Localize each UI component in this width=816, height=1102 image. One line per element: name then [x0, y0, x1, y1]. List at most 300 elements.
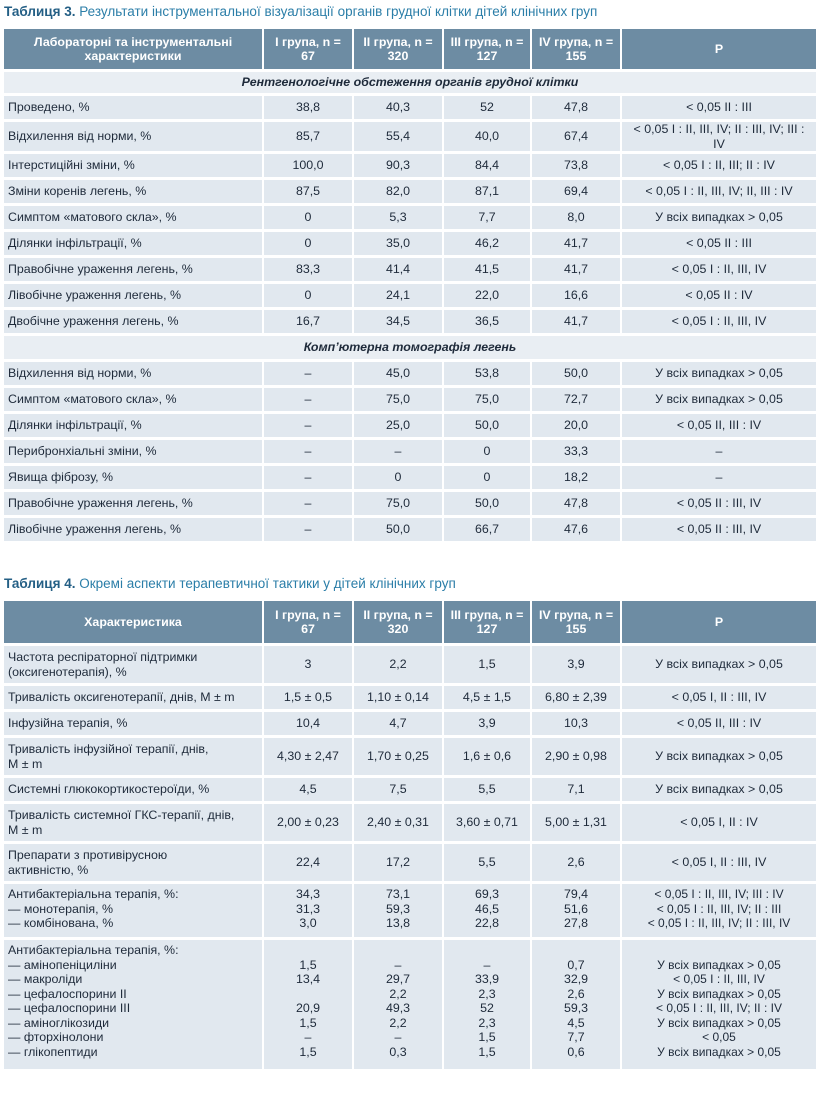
table4-cell-value	[444, 801, 532, 841]
table4-row	[4, 801, 816, 841]
table4-header-cell: IV група, n = 155	[532, 601, 622, 643]
table3-cell-value: 53,8	[444, 359, 532, 385]
table3-row	[4, 463, 816, 489]
table4-cell-value	[532, 735, 622, 775]
table3-cell-value: 47,8	[532, 93, 622, 119]
table4-row	[4, 709, 816, 735]
table4-cell-line: У всіх випадках > 0,05	[655, 657, 783, 672]
table3-cell-value: 87,1	[444, 177, 532, 203]
table3-p-value: У всіх випадках > 0,05	[622, 359, 816, 385]
table4-cell-line	[268, 987, 348, 1002]
table4-cell-line: < 0,05 I : II, III, IV; II : III, IV	[647, 916, 791, 930]
table4-cell-value	[264, 775, 354, 801]
table4-cell-line: Препарати з противірусною	[8, 848, 168, 862]
table3-cell-value: 0	[444, 437, 532, 463]
table4-cell-value	[532, 801, 622, 841]
table3-cell-value: 20,0	[532, 411, 622, 437]
table4-row	[4, 841, 816, 881]
table4-cell-line: 7,5	[389, 782, 407, 797]
table4-cell-value	[264, 881, 354, 937]
table4-cell-line: Антибактеріальна терапія, %:	[8, 943, 179, 957]
table3-row-label: Правобічне ураження легень, %	[4, 255, 264, 281]
table4-cell-line: Системні глюкокортикостероїди, %	[8, 782, 210, 797]
table3-caption-text: Результати інструментальної візуалізації органів грудної клітки дітей клінічних груп	[79, 4, 598, 19]
table4-cell-line: У всіх випадках > 0,05	[657, 1015, 781, 1030]
table4-cell-line: 13,4	[295, 972, 321, 986]
table3-cell-value: 0	[264, 281, 354, 307]
table3-header-cell: II група, n = 320	[354, 29, 444, 69]
table4-cell-line: Частота респіраторної підтримки	[8, 650, 198, 664]
table4	[4, 601, 816, 1069]
table4-cell-value	[354, 841, 444, 881]
table4-cell-line: активністю, %	[8, 862, 89, 877]
table4-cell-line: < 0,05 I, II : III, IV	[671, 855, 767, 870]
table3-p-value: < 0,05 I : II, III, IV; II, III : IV	[622, 177, 816, 203]
table3-row-label: Відхилення від норми, %	[4, 119, 264, 151]
table4-cell-line: 29,7	[385, 972, 411, 986]
table3-row	[4, 255, 816, 281]
table3-row	[4, 177, 816, 203]
table3-row-label: Інтерстиційні зміни, %	[4, 151, 264, 177]
table3-cell-value: 75,0	[444, 385, 532, 411]
table4-cell-line: M ± m	[8, 756, 43, 771]
table4-cell-line: 1,5	[299, 1015, 317, 1030]
table3-cell-value: 0	[264, 229, 354, 255]
table4-cell-line: 7,1	[567, 782, 585, 797]
table4-cell-line: 6,80 ± 2,39	[545, 690, 607, 705]
table4-row-label	[4, 735, 264, 775]
table4-cell-line: 46,5	[474, 901, 500, 916]
table3-cell-value: 69,4	[532, 177, 622, 203]
table4-p-value	[622, 775, 816, 801]
table3-p-value: < 0,05 II : III	[622, 229, 816, 255]
table3-p-value: < 0,05 II : IV	[622, 281, 816, 307]
table4-cell-line: У всіх випадках > 0,05	[657, 957, 781, 972]
table3-cell-value: –	[264, 515, 354, 541]
table4-row-label	[4, 775, 264, 801]
table3-row	[4, 385, 816, 411]
table4-caption	[4, 576, 456, 591]
table3-p-value: < 0,05 II : III, IV	[622, 489, 816, 515]
table4-cell-line: У всіх випадках > 0,05	[655, 782, 783, 797]
table3-cell-value: 16,6	[532, 281, 622, 307]
table4-cell-line: 1,70 ± 0,25	[367, 749, 429, 764]
table3-row	[4, 489, 816, 515]
table3-row	[4, 411, 816, 437]
table3-cell-value: 84,4	[444, 151, 532, 177]
table4-cell-line: Тривалість оксигенотерапії, днів, M ± m	[8, 690, 235, 705]
table3-cell-value: 100,0	[264, 151, 354, 177]
table3-section-row	[4, 69, 816, 93]
table4-row-label	[4, 881, 264, 937]
table3-p-value: У всіх випадках > 0,05	[622, 203, 816, 229]
table4-cell-value	[532, 881, 622, 937]
table4-row	[4, 643, 816, 683]
table3-row-label: Правобічне ураження легень, %	[4, 489, 264, 515]
table4-p-value	[622, 937, 816, 1069]
table3-header-cell: IV група, n = 155	[532, 29, 622, 69]
table4-cell-line: 5,5	[478, 782, 496, 797]
table4-cell-line: 5,5	[478, 855, 496, 870]
table4-cell-line: 1,5	[299, 1044, 317, 1059]
table4-cell-line: –	[394, 957, 402, 972]
table4-header-cell: I група, n = 67	[264, 601, 354, 643]
table4-cell-line: (оксигенотерапія), %	[8, 664, 127, 679]
table3-cell-value: 18,2	[532, 463, 622, 489]
table3-row	[4, 359, 816, 385]
table4-cell-line: 10,3	[563, 716, 589, 731]
table4-cell-line: 1,5	[478, 657, 496, 672]
table4-cell-line: 27,8	[563, 916, 589, 930]
table4-cell-line: — фторхінолони	[8, 1030, 104, 1044]
table4-cell-value	[354, 775, 444, 801]
table4-cell-line	[536, 943, 616, 958]
table3-cell-value: 22,0	[444, 281, 532, 307]
table3-cell-value: 40,3	[354, 93, 444, 119]
table4-cell-line: — амінопеніциліни	[8, 957, 117, 972]
table4-cell-line: 1,5 ± 0,5	[283, 690, 333, 705]
table4-cell-line: < 0,05 I : II, III, IV; II : IV	[656, 1001, 782, 1015]
table4-cell-line: M ± m	[8, 822, 43, 837]
table4-cell-line: У всіх випадках > 0,05	[657, 986, 781, 1001]
table4-cell-line: 33,9	[474, 972, 500, 986]
table4-cell-line: 1,5	[299, 957, 317, 972]
table4-cell-line: 3,0	[299, 916, 317, 930]
table4-cell-line: — цефалоспорини III	[8, 1001, 131, 1015]
table4-cell-line: — комбінована, %	[8, 916, 114, 930]
table4-cell-line: У всіх випадках > 0,05	[655, 749, 783, 764]
table4-cell-value	[444, 937, 532, 1069]
table3-p-value: < 0,05 I : II, III, IV; II : III, IV; III : IV	[622, 119, 816, 151]
table4-cell-line: 7,7	[567, 1030, 585, 1044]
table4-cell-line: 2,2	[389, 986, 407, 1001]
table4-cell-line: 2,2	[389, 1015, 407, 1030]
table4-p-value	[622, 801, 816, 841]
table4-header-row	[4, 601, 816, 643]
table4-cell-line: 59,3	[563, 1001, 589, 1015]
table4-row-label	[4, 841, 264, 881]
table4-cell-value	[532, 683, 622, 709]
table4-header-cell: III група, n = 127	[444, 601, 532, 643]
table4-cell-line: 2,6	[567, 986, 585, 1001]
table3-cell-value: 75,0	[354, 385, 444, 411]
table4-cell-line: 4,30 ± 2,47	[277, 749, 339, 764]
table4-cell-line: — монотерапія, %	[8, 901, 113, 916]
table3-row-label: Ділянки інфільтрації, %	[4, 411, 264, 437]
table4-cell-line: 2,90 ± 0,98	[545, 749, 607, 764]
table3-cell-value: 47,8	[532, 489, 622, 515]
table4-row-label	[4, 683, 264, 709]
table3-p-value: < 0,05 II : III, IV	[622, 515, 816, 541]
table4-header-cell: P	[622, 601, 816, 643]
table3-row	[4, 281, 816, 307]
table3-cell-value: 50,0	[532, 359, 622, 385]
table4-cell-line: 10,4	[295, 716, 321, 731]
table3-p-value: < 0,05 I : II, III, IV	[622, 307, 816, 333]
table4-cell-line: –	[483, 957, 491, 972]
table3-cell-value: 41,7	[532, 229, 622, 255]
table4-cell-line	[626, 943, 812, 958]
table4-cell-line: 2,3	[478, 1015, 496, 1030]
table4-cell-line: 2,2	[389, 657, 407, 672]
table3-row-label: Лівобічне ураження легень, %	[4, 281, 264, 307]
table3-cell-value: 82,0	[354, 177, 444, 203]
table3-cell-value: 41,5	[444, 255, 532, 281]
table4-caption-number: Таблиця 4.	[4, 576, 76, 591]
table4-cell-line: 20,9	[295, 1001, 321, 1015]
table3-cell-value: 7,7	[444, 203, 532, 229]
table4-cell-line: 4,5	[299, 782, 317, 797]
table3-header-row	[4, 29, 816, 69]
table4-cell-value	[444, 709, 532, 735]
table3-cell-value: 0	[354, 463, 444, 489]
table4-cell-line	[358, 943, 438, 958]
table3-cell-value: 0	[264, 203, 354, 229]
table4-cell-value	[444, 683, 532, 709]
table3-cell-value: 87,5	[264, 177, 354, 203]
table4-cell-value	[532, 709, 622, 735]
table4-cell-line: У всіх випадках > 0,05	[657, 1044, 781, 1059]
table4-cell-line	[268, 943, 348, 958]
table4-cell-value	[444, 881, 532, 937]
table4-cell-line: 59,3	[385, 901, 411, 916]
table4-cell-value	[264, 801, 354, 841]
table3-row	[4, 93, 816, 119]
table4-header-cell: II група, n = 320	[354, 601, 444, 643]
table4-cell-line: 1,5	[478, 1044, 496, 1059]
table3-cell-value: 24,1	[354, 281, 444, 307]
table4-cell-line: 31,3	[295, 901, 321, 916]
table3-cell-value: 47,6	[532, 515, 622, 541]
table3-cell-value: –	[264, 385, 354, 411]
table4-cell-line: 0,6	[567, 1044, 585, 1059]
table4-cell-line: 51,6	[563, 901, 589, 916]
table4-row	[4, 683, 816, 709]
table3-row	[4, 515, 816, 541]
table3-cell-value: 52	[444, 93, 532, 119]
table4-cell-line: 2,00 ± 0,23	[277, 815, 339, 830]
table3-cell-value: 40,0	[444, 119, 532, 151]
table4-cell-line: 13,8	[385, 916, 411, 930]
table3-row-label: Явища фіброзу, %	[4, 463, 264, 489]
table3-cell-value: –	[264, 411, 354, 437]
table3-cell-value: 25,0	[354, 411, 444, 437]
table3-cell-value: 73,8	[532, 151, 622, 177]
table4-cell-value	[264, 937, 354, 1069]
table4-p-value	[622, 881, 816, 937]
table3-row-label: Відхилення від норми, %	[4, 359, 264, 385]
table4-cell-line: 2,40 ± 0,31	[367, 815, 429, 830]
table4-cell-line: 3,60 ± 0,71	[456, 815, 518, 830]
table4-cell-value	[532, 775, 622, 801]
table4-cell-value	[264, 841, 354, 881]
table3-cell-value: 41,4	[354, 255, 444, 281]
table4-row	[4, 735, 816, 775]
table3-row	[4, 437, 816, 463]
table4-cell-line: 32,9	[563, 972, 589, 986]
table4-cell-value	[354, 801, 444, 841]
table4-cell-line: 3,9	[567, 657, 585, 672]
table4-p-value	[622, 841, 816, 881]
table3-cell-value: 67,4	[532, 119, 622, 151]
table4-row-label	[4, 709, 264, 735]
table4-cell-line: 22,8	[474, 916, 500, 930]
table4-cell-value	[444, 775, 532, 801]
table4-cell-line: 3,9	[478, 716, 496, 731]
table4-cell-line: 49,3	[385, 1001, 411, 1015]
table3-cell-value: 50,0	[444, 411, 532, 437]
table3-p-value: < 0,05 II : III	[622, 93, 816, 119]
table3-header-cell: P	[622, 29, 816, 69]
table4-cell-line: < 0,05 I : II, III, IV; II : III	[656, 901, 782, 916]
table3-p-value: –	[622, 437, 816, 463]
table4-p-value	[622, 735, 816, 775]
table3-p-value: У всіх випадках > 0,05	[622, 385, 816, 411]
table3-row-label: Проведено, %	[4, 93, 264, 119]
table4-cell-value	[354, 735, 444, 775]
table4-cell-line: 22,4	[295, 855, 321, 870]
table4-cell-value	[354, 683, 444, 709]
table3-p-value: < 0,05 I : II, III, IV	[622, 255, 816, 281]
table3-cell-value: 66,7	[444, 515, 532, 541]
table3-cell-value: 75,0	[354, 489, 444, 515]
table4-cell-line: — цефалоспорини II	[8, 986, 127, 1001]
table4-cell-value	[264, 709, 354, 735]
table4-cell-line: 17,2	[385, 855, 411, 870]
table4-row	[4, 775, 816, 801]
table4-cell-line: 3	[304, 657, 312, 672]
table4-cell-line: 79,4	[563, 887, 589, 901]
table3-header-cell: I група, n = 67	[264, 29, 354, 69]
table3-cell-value: 83,3	[264, 255, 354, 281]
table3-row	[4, 203, 816, 229]
table3-cell-value: 41,7	[532, 255, 622, 281]
table3-row-label: Зміни коренів легень, %	[4, 177, 264, 203]
table3-cell-value: 90,3	[354, 151, 444, 177]
table4-cell-value	[532, 643, 622, 683]
table3-cell-value: 35,0	[354, 229, 444, 255]
table4-cell-line: 2,3	[478, 986, 496, 1001]
table4-cell-line: 0,3	[389, 1044, 407, 1059]
table4-cell-line: Тривалість системної ГКС-терапії, днів,	[8, 808, 235, 822]
table3-cell-value: –	[264, 359, 354, 385]
table4-cell-line: < 0,05 II, III : IV	[676, 716, 762, 731]
table3-header-cell: Лабораторні та інструментальні характеристики	[4, 29, 264, 69]
table4-p-value	[622, 683, 816, 709]
table3-cell-value: –	[264, 489, 354, 515]
table4-cell-value	[264, 683, 354, 709]
table4-cell-line: Тривалість інфузійної терапії, днів,	[8, 742, 209, 756]
table3-cell-value: –	[264, 437, 354, 463]
table4-cell-line: < 0,05	[702, 1030, 736, 1044]
table3-cell-value: 33,3	[532, 437, 622, 463]
table4-cell-value	[354, 937, 444, 1069]
table3-row-label: Симптом «матового скла», %	[4, 385, 264, 411]
table4-cell-line: –	[394, 1030, 402, 1044]
table3-row-label: Перибронхіальні зміни, %	[4, 437, 264, 463]
table3	[4, 29, 816, 541]
table3-cell-value: 46,2	[444, 229, 532, 255]
table4-cell-line: 4,5 ± 1,5	[462, 690, 512, 705]
table3-row	[4, 151, 816, 177]
table3-row-label: Лівобічне ураження легень, %	[4, 515, 264, 541]
table4-cell-line: 52	[480, 1001, 494, 1015]
table4-cell-value	[354, 881, 444, 937]
table4-cell-line: < 0,05 I : II, III, IV	[673, 972, 765, 986]
table4-cell-line: 0,7	[567, 957, 585, 972]
table4-p-value	[622, 643, 816, 683]
table4-cell-line: — аміноглікозиди	[8, 1015, 110, 1030]
table3-cell-value: 0	[444, 463, 532, 489]
table4-cell-line: 34,3	[295, 887, 321, 901]
table4-cell-line: 69,3	[474, 887, 500, 901]
table4-cell-value	[444, 841, 532, 881]
table3-cell-value: 41,7	[532, 307, 622, 333]
table4-cell-line	[448, 943, 526, 958]
table4-cell-line: 73,1	[385, 887, 411, 901]
table3-caption	[4, 4, 597, 19]
table4-cell-value	[354, 709, 444, 735]
table4-row-label	[4, 643, 264, 683]
table3-row-label: Двобічне ураження легень, %	[4, 307, 264, 333]
table3-cell-value: 34,5	[354, 307, 444, 333]
table3-cell-value: 16,7	[264, 307, 354, 333]
table4-cell-line: –	[304, 1030, 312, 1044]
table3-cell-value: 36,5	[444, 307, 532, 333]
table3-cell-value: 50,0	[354, 515, 444, 541]
table3-cell-value: 45,0	[354, 359, 444, 385]
table3-p-value: < 0,05 II, III : IV	[622, 411, 816, 437]
table4-cell-value	[532, 841, 622, 881]
table3-p-value: –	[622, 463, 816, 489]
table3-section-title: Рентгенологічне обстеження органів грудної клітки	[4, 69, 816, 93]
table3-section-row	[4, 333, 816, 359]
table3-header-cell: III група, n = 127	[444, 29, 532, 69]
table4-cell-line: < 0,05 I, II : III, IV	[671, 690, 767, 705]
table3-caption-number: Таблиця 3.	[4, 4, 76, 19]
table4-cell-value	[532, 937, 622, 1069]
table3-cell-value: 50,0	[444, 489, 532, 515]
table4-row-label	[4, 937, 264, 1069]
table3-cell-value: –	[264, 463, 354, 489]
table3-cell-value: 85,7	[264, 119, 354, 151]
table4-cell-value	[264, 643, 354, 683]
table4-cell-line: — глікопептиди	[8, 1044, 98, 1059]
table4-cell-line: 4,7	[389, 716, 407, 731]
table4-cell-line: < 0,05 I, II : IV	[680, 815, 758, 830]
table4-header-cell: Характеристика	[4, 601, 264, 643]
table4-p-value	[622, 709, 816, 735]
table4-row-label	[4, 801, 264, 841]
table3-cell-value: 38,8	[264, 93, 354, 119]
table4-cell-line: Інфузійна терапія, %	[8, 716, 128, 731]
table3-p-value: < 0,05 I : II, III; II : IV	[622, 151, 816, 177]
table3-row	[4, 119, 816, 151]
table3-cell-value: –	[354, 437, 444, 463]
table4-cell-line: 2,6	[567, 855, 585, 870]
table3-row	[4, 229, 816, 255]
table3-cell-value: 5,3	[354, 203, 444, 229]
table4-cell-line: Антибактеріальна терапія, %:	[8, 887, 179, 901]
table4-cell-line: — макроліди	[8, 972, 83, 986]
table4-cell-line: 1,6 ± 0,6	[462, 749, 512, 764]
table4-row	[4, 937, 816, 1069]
table4-cell-value	[444, 643, 532, 683]
table4-cell-value	[444, 735, 532, 775]
table3-cell-value: 72,7	[532, 385, 622, 411]
table4-cell-value	[264, 735, 354, 775]
table4-cell-line: < 0,05 I : II, III, IV; III : IV	[654, 887, 784, 901]
